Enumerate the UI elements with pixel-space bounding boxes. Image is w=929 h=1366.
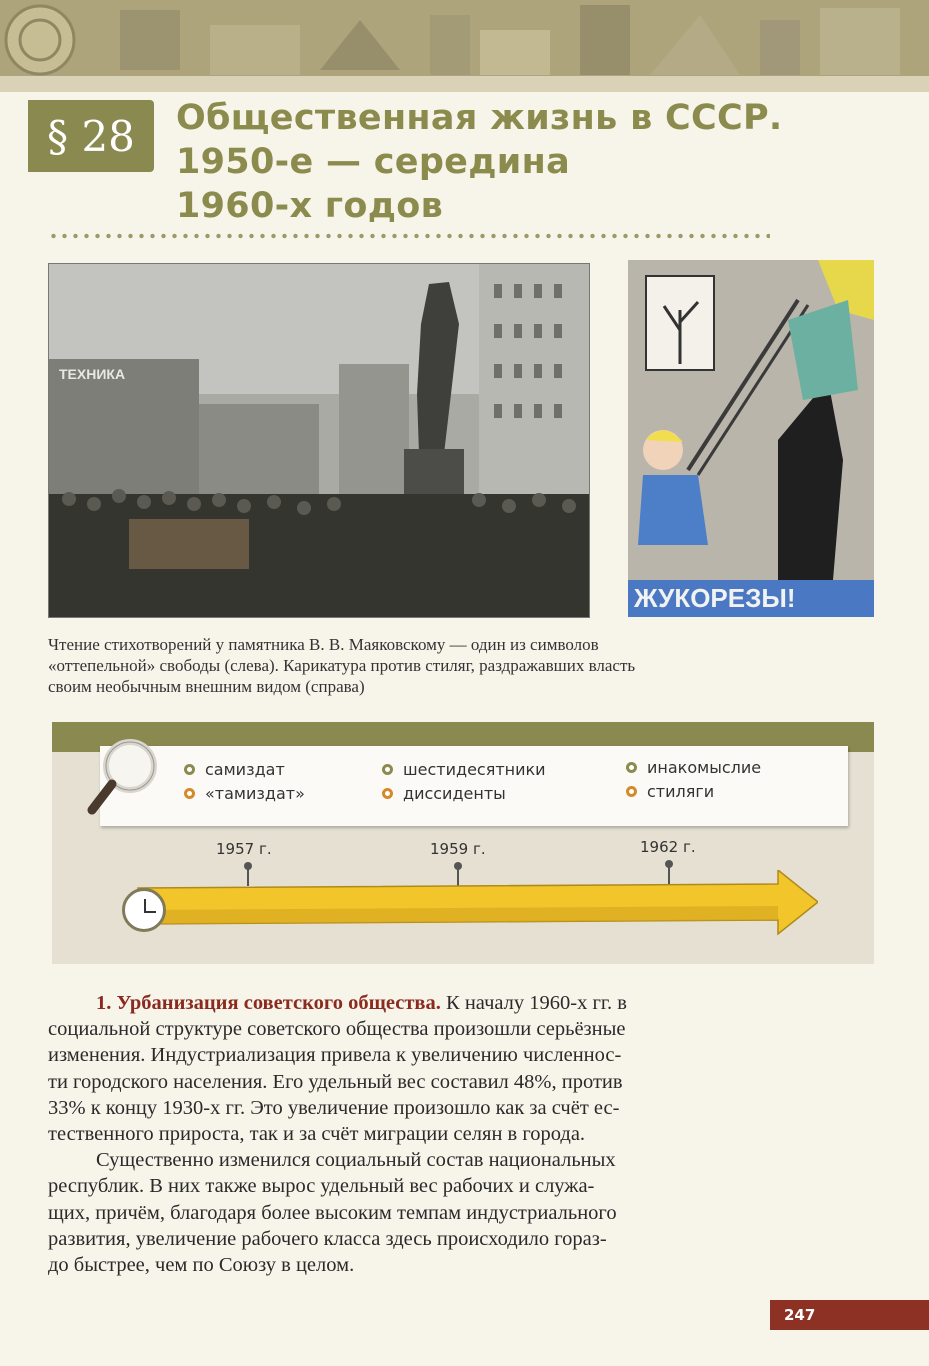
timeline-year-label: 1957 г. <box>216 840 272 858</box>
term-label: стиляги <box>647 782 715 801</box>
banner-illustration <box>0 0 929 92</box>
term-label: инакомыслие <box>647 758 762 777</box>
paragraph-text: К началу 1960-х гг. в <box>440 992 627 1014</box>
bullet-icon <box>626 786 637 797</box>
term-item <box>184 760 285 779</box>
paragraph-line: до быстрее, чем по Союзу в целом. <box>48 1254 355 1277</box>
bullet-icon <box>626 762 637 773</box>
term-label: шестидесятники <box>403 760 546 779</box>
monument-photo-illustration <box>49 264 590 618</box>
dotted-divider <box>48 233 770 239</box>
timeline-year-label: 1959 г. <box>430 840 486 858</box>
magnifier-icon <box>84 736 164 826</box>
term-label: самиздат <box>205 760 285 779</box>
term-item <box>626 758 761 777</box>
section-number-badge: § 28 <box>28 100 154 172</box>
caption-line-3: своим необычным внешним видом (справа) <box>48 677 365 696</box>
term-label: «тамиздат» <box>205 784 305 803</box>
top-decorative-banner <box>0 0 929 92</box>
term-item <box>184 784 305 803</box>
title-line-2: 1950-е — середина <box>176 142 571 182</box>
caption-line-1: Чтение стихотворений у памятника В. В. Маяковскому — один из символов <box>48 635 599 654</box>
paragraph-line: социальной структуре советского общества произошли серьёзные <box>48 1018 626 1041</box>
paragraph-line: щих, причём, благодаря более высоким темпам индустриального <box>48 1201 617 1224</box>
paragraph-line: изменения. Индустриализация привела к увеличению численнос- <box>48 1044 622 1067</box>
bullet-icon <box>382 764 393 775</box>
clock-icon <box>122 888 166 932</box>
timeline-tick-dot <box>454 862 462 870</box>
mayakovsky-monument-photo <box>48 263 590 618</box>
paragraph-line: республик. В них также вырос удельный вес рабочих и служа- <box>48 1175 595 1198</box>
term-label: диссиденты <box>403 784 506 803</box>
paragraph-line: Существенно изменился социальный состав национальных <box>96 1149 616 1172</box>
caricature-slogan: ЖУКОРЕЗЫ! <box>634 583 796 613</box>
caption-line-2: «оттепельной» свободы (слева). Карикатура против стиляг, раздражавших власть <box>48 656 636 675</box>
caricature-illustration <box>628 260 874 617</box>
title-line-1: Общественная жизнь в СССР. <box>176 98 783 138</box>
paragraph-line: 33% к концу 1930-х гг. Это увеличение произошло как за счёт ес- <box>48 1096 620 1119</box>
term-item <box>382 784 506 803</box>
building-sign: ТЕХНИКА <box>59 366 126 382</box>
paragraph-line: тественного прироста, так и за счёт миграции селян в города. <box>48 1123 586 1146</box>
title-line-3: 1960-х годов <box>176 186 444 226</box>
bullet-icon <box>382 788 393 799</box>
timeline-arrow <box>118 870 818 940</box>
key-terms-card <box>100 746 848 826</box>
bullet-icon <box>184 788 195 799</box>
bullet-icon <box>184 764 195 775</box>
page-number: 247 <box>770 1300 929 1330</box>
paragraph-1-first-line <box>86 990 774 1016</box>
subsection-heading: 1. Урбанизация советского общества. <box>96 992 441 1014</box>
terms-timeline-panel <box>52 722 874 964</box>
image-caption <box>48 634 808 697</box>
term-item <box>382 760 546 779</box>
paragraph-line: ти городского населения. Его удельный вес составил 48%, против <box>48 1070 623 1093</box>
paragraph-line: развития, увеличение рабочего класса здесь происходило гораз- <box>48 1227 607 1250</box>
timeline-tick-dot <box>244 862 252 870</box>
main-text <box>48 990 774 1278</box>
chapter-title <box>176 96 816 228</box>
timeline-year-label: 1962 г. <box>640 838 696 856</box>
caricature-image <box>628 260 874 617</box>
term-item <box>626 782 714 801</box>
timeline-tick-dot <box>665 860 673 868</box>
